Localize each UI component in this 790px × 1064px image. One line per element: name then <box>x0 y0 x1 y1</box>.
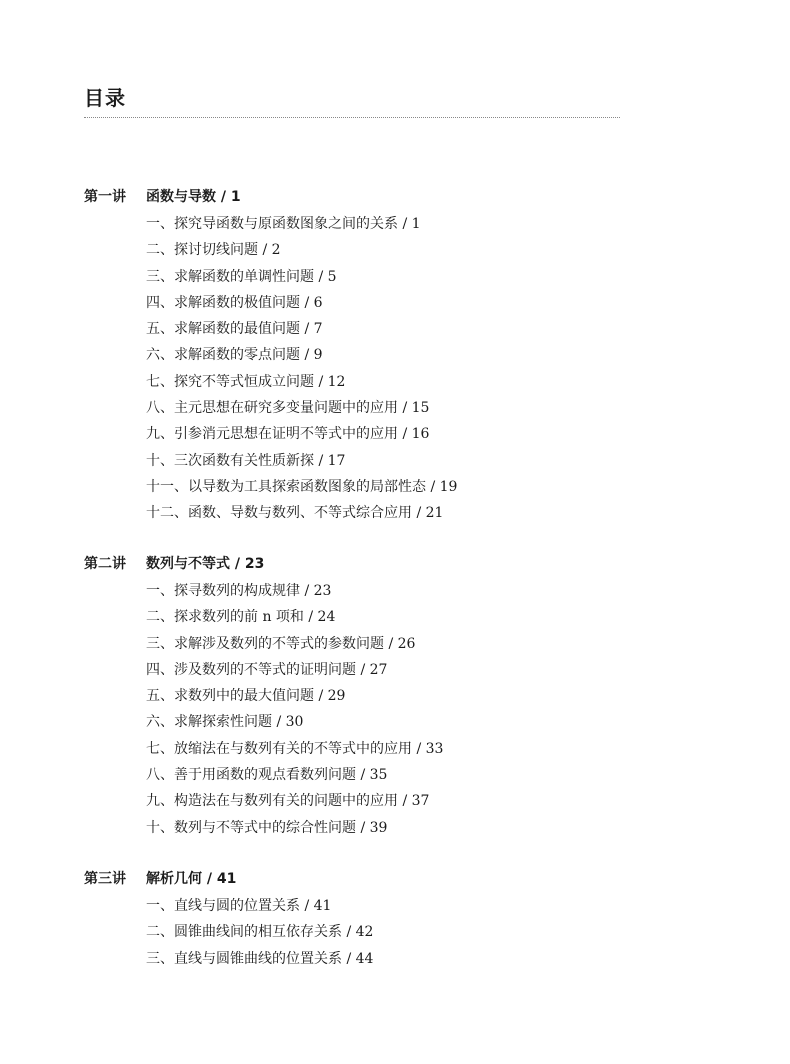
toc-entry[interactable]: 四、求解函数的极值问题 / 6 <box>146 294 323 311</box>
toc-entry[interactable]: 十、数列与不等式中的综合性问题 / 39 <box>146 819 388 836</box>
toc-entry[interactable]: 六、求解函数的零点问题 / 9 <box>146 347 323 364</box>
toc-entry[interactable]: 十二、函数、导数与数列、不等式综合应用 / 21 <box>146 505 444 522</box>
chapter-number: 第二讲 <box>84 556 126 572</box>
toc-entry[interactable]: 一、直线与圆的位置关系 / 41 <box>146 898 332 914</box>
chapter-number: 第三讲 <box>84 871 126 887</box>
chapter-heading[interactable] <box>84 554 443 574</box>
toc-entry[interactable]: 二、探讨切线问题 / 2 <box>146 242 281 259</box>
toc-entry[interactable]: 四、涉及数列的不等式的证明问题 / 27 <box>146 661 388 678</box>
toc-entry[interactable]: 五、求数列中的最大值问题 / 29 <box>146 688 346 705</box>
chapter-title: 函数与导数 / 1 <box>146 189 241 205</box>
toc-entry[interactable]: 三、直线与圆锥曲线的位置关系 / 44 <box>146 950 374 967</box>
toc-entry[interactable]: 八、主元思想在研究多变量问题中的应用 / 15 <box>146 400 430 417</box>
toc-entry[interactable]: 三、求解函数的单调性问题 / 5 <box>146 268 337 285</box>
chapter-heading[interactable] <box>84 869 373 889</box>
chapter-title: 数列与不等式 / 23 <box>146 556 265 572</box>
toc-entry[interactable]: 八、善于用函数的观点看数列问题 / 35 <box>146 767 388 784</box>
toc-entry[interactable]: 一、探究导函数与原函数图象之间的关系 / 1 <box>146 216 421 232</box>
chapter-2 <box>84 554 443 841</box>
toc-entry[interactable]: 七、放缩法在与数列有关的不等式中的应用 / 33 <box>146 740 444 757</box>
toc-entry[interactable]: 九、构造法在与数列有关的问题中的应用 / 37 <box>146 793 430 810</box>
toc-entry[interactable]: 一、探寻数列的构成规律 / 23 <box>146 583 332 599</box>
section-list <box>146 893 373 972</box>
toc-entry[interactable]: 二、探求数列的前 n 项和 / 24 <box>146 609 336 626</box>
section-list <box>146 578 443 841</box>
toc-entry[interactable]: 二、圆锥曲线间的相互依存关系 / 42 <box>146 924 374 941</box>
title-divider <box>84 117 620 118</box>
chapter-title: 解析几何 / 41 <box>146 871 237 887</box>
chapter-3 <box>84 869 373 972</box>
toc-entry[interactable]: 十、三次函数有关性质新探 / 17 <box>146 452 346 469</box>
toc-entry[interactable]: 六、求解探索性问题 / 30 <box>146 714 304 731</box>
chapter-number: 第一讲 <box>84 189 126 205</box>
toc-entry[interactable]: 十一、以导数为工具探索函数图象的局部性态 / 19 <box>146 478 458 495</box>
page-title: 目录 <box>84 86 126 110</box>
chapter-heading[interactable] <box>84 187 457 207</box>
section-list <box>146 211 457 527</box>
toc-entry[interactable]: 九、引参消元思想在证明不等式中的应用 / 16 <box>146 426 430 443</box>
chapter-1 <box>84 187 457 527</box>
toc-entry[interactable]: 七、探究不等式恒成立问题 / 12 <box>146 373 346 390</box>
toc-entry[interactable]: 三、求解涉及数列的不等式的参数问题 / 26 <box>146 635 416 652</box>
toc-entry[interactable]: 五、求解函数的最值问题 / 7 <box>146 321 323 338</box>
